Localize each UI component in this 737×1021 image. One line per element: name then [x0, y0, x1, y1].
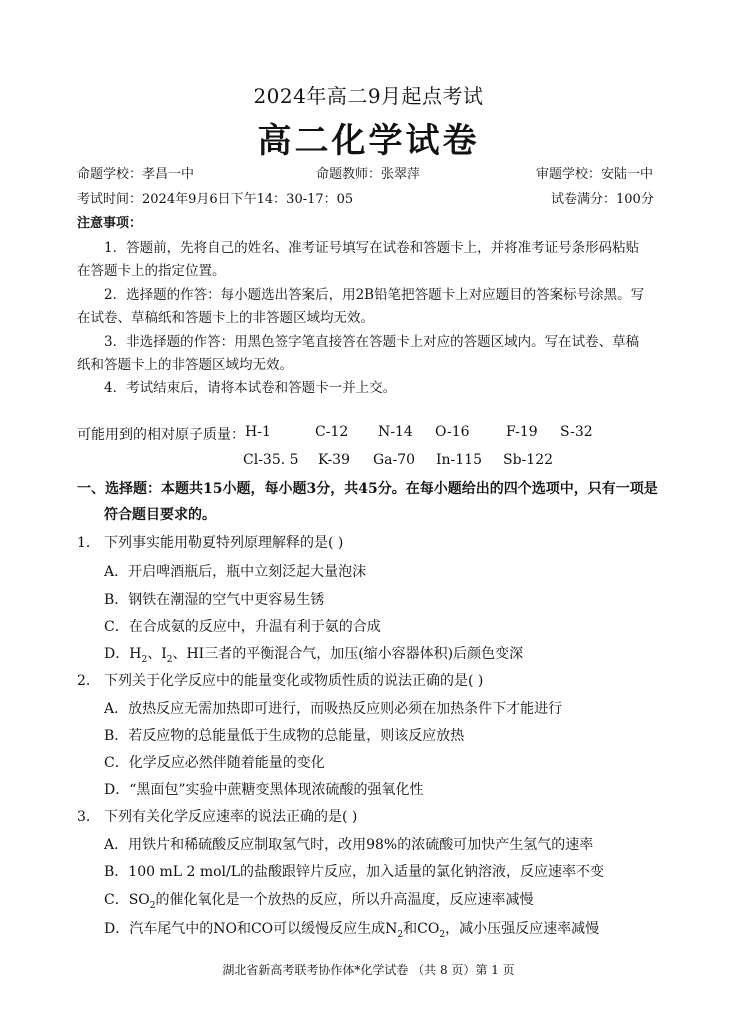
note-line: 4．考试结束后，请将本试卷和答题卡一并上交。 — [104, 380, 397, 396]
mass-value: In-115 — [436, 452, 482, 468]
formula-so2: $SO_2$ — [128, 892, 156, 911]
page-footer: 湖北省新高考联考协作体*化学试卷 （共 8 页）第 1 页 — [222, 963, 515, 977]
score-label: 试卷满分：100分 — [551, 192, 654, 207]
option-d: D．汽车尾气中的NO和CO可以缓慢反应生成$N_2$和$CO_2$，减小压强反应速率减慢 — [104, 921, 600, 940]
note-line: 在答题卡上的指定位置。 — [77, 263, 226, 279]
time-label: 考试时间：2024年9月6日下午14：30-17：05 — [77, 192, 354, 207]
option-b: B．钢铁在潮湿的空气中更容易生锈 — [104, 592, 325, 608]
school-label: 命题学校：孝昌一中 — [77, 167, 195, 182]
exam-subtitle: 2024年高二9月起点考试 — [253, 84, 484, 108]
review-label: 审题学校：安陆一中 — [536, 167, 654, 182]
note-line: 2．选择题的作答：每小题选出答案后，用2B铅笔把答题卡上对应题目的答案标号涂黑。写 — [104, 287, 645, 303]
note-line: 纸和答题卡上的非答题区域均无效。 — [77, 357, 293, 373]
option-c: C．在合成氨的反应中，升温有利于氨的合成 — [104, 619, 381, 635]
mass-value: K-39 — [318, 452, 350, 468]
notes-heading: 注意事项： — [77, 216, 143, 231]
question-stem: 下列有关化学反应速率的说法正确的是( ) — [104, 809, 358, 825]
note-line: 在试卷、草稿纸和答题卡上的非答题区域均无效。 — [77, 310, 374, 326]
mass-value: H-1 — [245, 424, 271, 440]
mass-value: F-19 — [506, 424, 538, 440]
mass-value: C-12 — [315, 424, 349, 440]
question-stem: 下列关于化学反应中的能量变化或物质性质的说法正确的是( ) — [104, 673, 484, 689]
mass-value: S-32 — [560, 424, 593, 440]
mass-value: O-16 — [435, 424, 470, 440]
teacher-label: 命题教师：张翠萍 — [316, 167, 421, 182]
question-number: 2． — [77, 673, 100, 689]
option-a: A．用铁片和稀硫酸反应制取氢气时，改用98%的浓硫酸可加快产生氢气的速率 — [104, 837, 594, 853]
note-line: 3．非选择题的作答：用黑色签字笔直接答在答题卡上对应的答题区域内。写在试卷、草稿 — [104, 334, 640, 350]
formula-h2: $H_2$ — [129, 646, 148, 665]
option-a: A．放热反应无需加热即可进行，而吸热反应则必须在加热条件下才能进行 — [104, 701, 563, 717]
option-c: C．$SO_2$的催化氧化是一个放热的反应，所以升高温度，反应速率减慢 — [104, 892, 534, 911]
option-prefix: D． — [104, 646, 130, 662]
exam-title: 高二化学试卷 — [257, 121, 480, 161]
question-number: 3． — [77, 809, 100, 825]
option-b: B．若反应物的总能量低于生成物的总能量，则该反应放热 — [104, 728, 465, 744]
option-d: D．$H_2$、$I_2$、HI三者的平衡混合气，加压(缩小容器体积)后颜色变深 — [104, 646, 524, 665]
formula-i2: $I_2$ — [161, 646, 173, 665]
mass-value: N-14 — [378, 424, 413, 440]
question-stem: 下列事实能用勒夏特列原理解释的是( ) — [104, 535, 344, 551]
option-a: A．开启啤酒瓶后，瓶中立刻泛起大量泡沫 — [104, 564, 367, 580]
note-line: 1．答题前，先将自己的姓名、准考证号填写在试卷和答题卡上，并将准考证号条形码粘贴 — [104, 240, 640, 256]
option-c: C．化学反应必然伴随着能量的变化 — [104, 755, 325, 771]
mass-value: Ga-70 — [373, 452, 416, 468]
option-b: B．100 mL 2 mol/L的盐酸跟锌片反应，加入适量的氯化钠溶液，反应速率不变 — [104, 864, 605, 880]
question-number: 1． — [77, 535, 100, 551]
mass-value: Sb-122 — [503, 452, 554, 468]
section-heading: 一、选择题：本题共15小题，每小题3分，共45分。在每小题给出的四个选项中，只有一项是 — [77, 481, 658, 497]
section-heading-cont: 符合题目要求的。 — [104, 507, 216, 523]
masses-label: 可能用到的相对原子质量： — [77, 427, 245, 443]
option-d: D．“黑面包”实验中蔗糖变黑体现浓硫酸的强氧化性 — [104, 782, 424, 798]
mass-value: Cl-35. 5 — [243, 452, 299, 468]
